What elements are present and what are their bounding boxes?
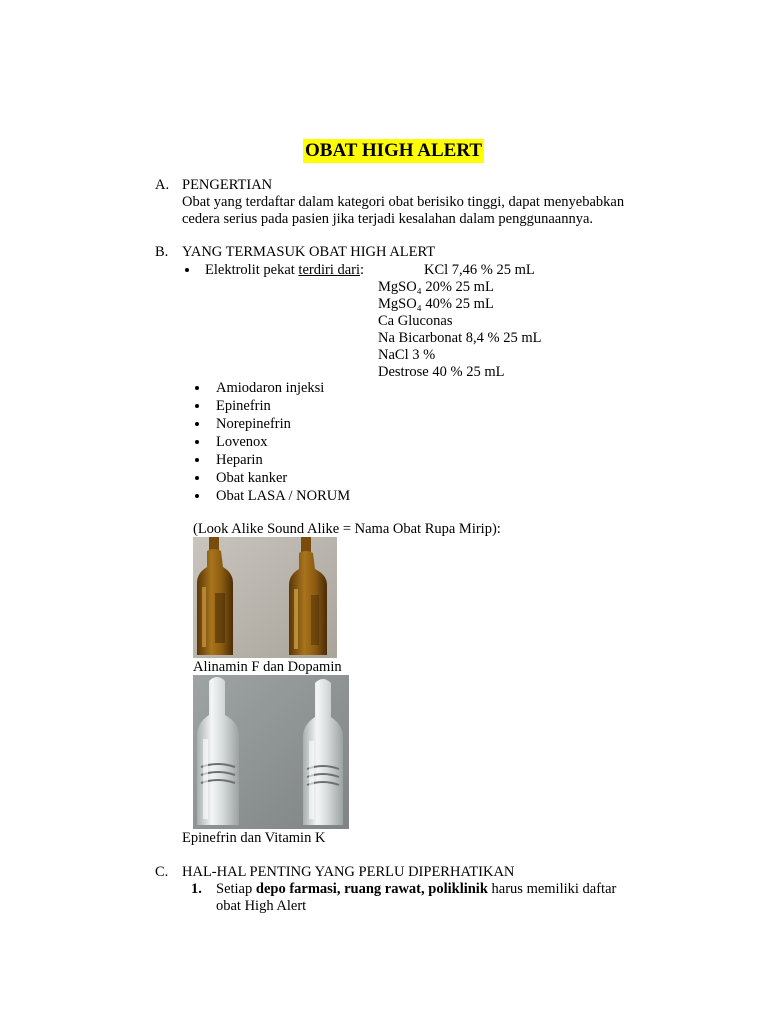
list-item: Obat kanker bbox=[216, 470, 288, 486]
list-item: Heparin bbox=[216, 452, 263, 468]
list-item: Lovenox bbox=[216, 434, 268, 450]
electrolyte-item: MgSO₄ 20% 25 mL bbox=[378, 279, 494, 295]
section-c-item1-line2: obat High Alert bbox=[216, 898, 307, 914]
ampoule-photo-clear bbox=[193, 675, 349, 829]
list-item: Obat LASA / NORUM bbox=[216, 488, 351, 504]
section-b-marker: B. bbox=[155, 244, 169, 260]
item1-post: harus memiliki daftar bbox=[487, 881, 617, 897]
list-item: Norepinefrin bbox=[216, 416, 291, 432]
bullet-icon bbox=[195, 458, 199, 462]
photo-caption-2: Epinefrin dan Vitamin K bbox=[182, 830, 326, 846]
electrolyte-item: Ca Gluconas bbox=[378, 313, 453, 329]
bullet-icon bbox=[185, 268, 189, 272]
section-a-text-line2: cedera serius pada pasien jika terjadi kesalahan dalam penggunaannya. bbox=[182, 211, 594, 227]
section-a-text-line1: Obat yang terdaftar dalam kategori obat berisiko tinggi, dapat menyebabkan bbox=[182, 194, 625, 210]
bullet-icon bbox=[195, 440, 199, 444]
bullet-icon bbox=[195, 386, 199, 390]
bullet-icon bbox=[195, 404, 199, 408]
bullet-icon bbox=[195, 494, 199, 498]
item1-pre: Setiap bbox=[216, 881, 256, 897]
list-item: Amiodaron injeksi bbox=[216, 380, 325, 396]
electrolyte-label bbox=[205, 262, 364, 279]
section-c-heading: HAL-HAL PENTING YANG PERLU DIPERHATIKAN bbox=[182, 864, 515, 880]
bullet-icon bbox=[195, 422, 199, 426]
photo-caption-1: Alinamin F dan Dopamin bbox=[193, 659, 342, 675]
section-a-marker: A. bbox=[155, 177, 170, 193]
lasa-note: (Look Alike Sound Alike = Nama Obat Rupa Mirip): bbox=[193, 521, 501, 537]
electrolyte-item: MgSO₄ 40% 25 mL bbox=[378, 296, 494, 312]
list-item: Epinefrin bbox=[216, 398, 271, 414]
section-c-item1-line1 bbox=[216, 881, 616, 898]
electrolyte-prefix: Elektrolit pekat bbox=[205, 262, 299, 278]
electrolyte-item: KCl 7,46 % 25 mL bbox=[424, 262, 535, 278]
section-c-item1-number: 1. bbox=[191, 881, 202, 897]
bullet-icon bbox=[195, 476, 199, 480]
section-b-heading: YANG TERMASUK OBAT HIGH ALERT bbox=[182, 244, 436, 260]
electrolyte-item: Na Bicarbonat 8,4 % 25 mL bbox=[378, 330, 542, 346]
item1-bold: depo farmasi, ruang rawat, poliklinik bbox=[255, 881, 488, 897]
ampoule-photo-amber bbox=[193, 537, 337, 658]
section-c-marker: C. bbox=[155, 864, 169, 880]
electrolyte-colon: : bbox=[360, 262, 365, 278]
section-a-heading: PENGERTIAN bbox=[182, 177, 273, 193]
electrolyte-item: NaCl 3 % bbox=[378, 347, 436, 363]
electrolyte-underlined: terdiri dari bbox=[298, 262, 361, 278]
document-title: OBAT HIGH ALERT bbox=[305, 140, 483, 161]
electrolyte-item: Destrose 40 % 25 mL bbox=[378, 364, 505, 380]
